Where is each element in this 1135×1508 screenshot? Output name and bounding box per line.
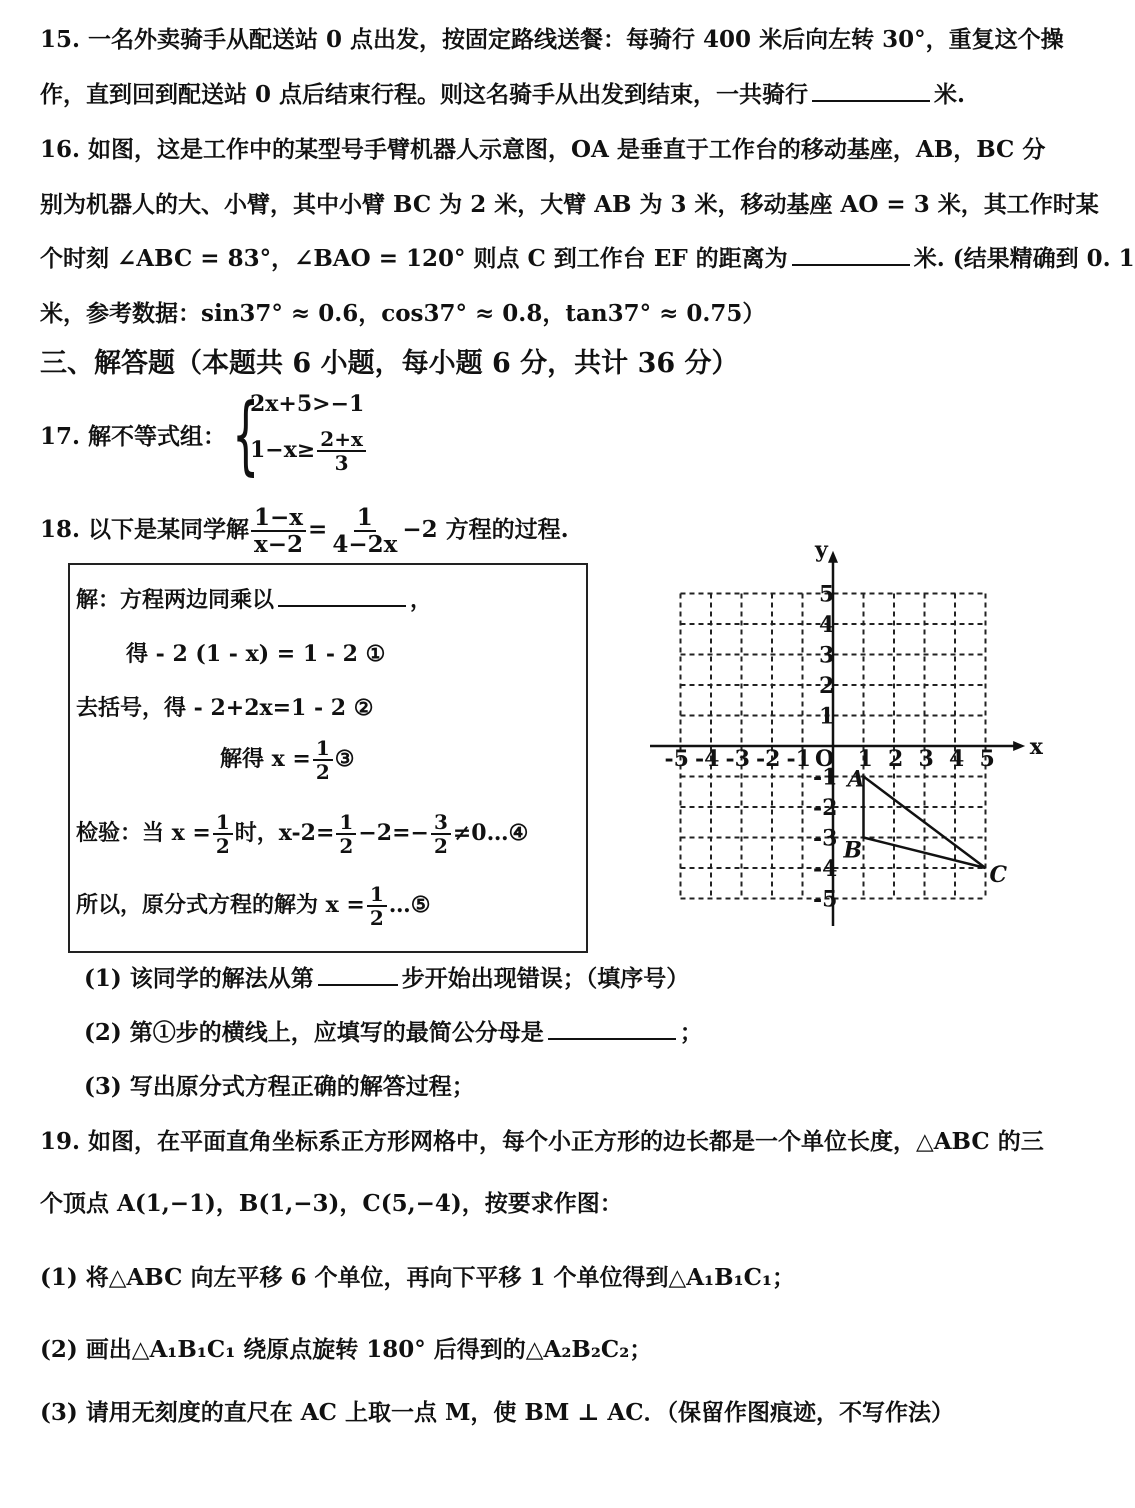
q18-sub3: (3) 写出原分式方程正确的解答过程；	[84, 1073, 475, 1100]
x-tick-label: -4	[695, 746, 720, 772]
x-axis-arrow	[1013, 741, 1025, 751]
q19-line2: 个顶点 A(1,−1)，B(1,−3)，C(5,−4)，按要求作图：	[40, 1190, 623, 1217]
coordinate-grid	[640, 536, 1070, 940]
q17-ineq1: 2x+5>−1	[250, 391, 365, 417]
box-line5-den3: 2	[433, 834, 448, 858]
q17-ineq2	[250, 428, 368, 474]
q16-line4: 米，参考数据：sin37° ≈ 0.6，cos37° ≈ 0.8，tan37° ≈ 0.75）	[40, 300, 766, 327]
x-tick-label: -1	[786, 746, 811, 772]
y-tick-label: -2	[813, 795, 838, 821]
box-line6-den: 2	[369, 906, 384, 930]
box-line2: 得 - 2 (1 - x) = 1 - 2 ①	[126, 641, 386, 667]
x-axis-label: x	[1029, 734, 1043, 760]
origin-label: O	[815, 746, 835, 772]
box-line6-fraction	[367, 883, 387, 929]
q18-intro-text: 18. 以下是某同学解	[40, 516, 250, 543]
x-tick-label: 5	[979, 746, 995, 772]
box-line6-tail: …⑤	[388, 892, 431, 918]
q19-sub2: (2) 画出△A₁B₁C₁ 绕原点旋转 180° 后得到的△A₂B₂C₂；	[40, 1336, 653, 1363]
x-tick-label: -2	[756, 746, 781, 772]
q19-line1: 19. 如图，在平面直角坐标系正方形网格中，每个小正方形的边长都是一个单位长度，△ABC 的三	[40, 1128, 1044, 1155]
y-tick-label: 2	[819, 673, 835, 699]
box-line5-num1: 1	[213, 811, 233, 835]
y-tick-label: -4	[813, 856, 838, 882]
box-line5-den2: 2	[339, 834, 354, 858]
axes	[650, 551, 1025, 926]
q17-frac-den: 3	[334, 451, 349, 475]
q16-answer-blank[interactable]	[792, 244, 910, 266]
box-line5-text: 检验：当 x =	[76, 820, 211, 846]
x-tick-label: 1	[857, 746, 873, 772]
q18-lhs-fraction	[251, 505, 306, 558]
y-tick-label: -5	[813, 886, 838, 913]
point-label-c: C	[989, 862, 1008, 888]
y-tick-label: -1	[813, 764, 838, 791]
box-line5-mid: 时，x-2=	[234, 820, 335, 846]
q16-line1: 16. 如图，这是工作中的某型号手臂机器人示意图，OA 是垂直于工作台的移动基座，AB，BC 分	[40, 136, 1046, 163]
q15-answer-blank[interactable]	[812, 80, 930, 102]
box-line5-tail: ≠0…④	[452, 820, 529, 846]
box-line6-text: 所以，原分式方程的解为 x =	[76, 892, 365, 918]
q18-sub2	[84, 1017, 703, 1049]
q17-label: 17. 解不等式组：	[40, 423, 227, 450]
box-line5-num3: 3	[431, 811, 451, 835]
box-line4	[220, 737, 355, 783]
q18-rhs-den: 4−2x	[332, 531, 398, 558]
x-tick-label: -3	[725, 746, 750, 772]
q16-line3-tail: 米. (结果精确到 0. 1	[913, 245, 1135, 272]
y-tick-label: 1	[819, 703, 835, 730]
box-line4-text: 解得 x =	[220, 746, 311, 772]
q15-line2	[40, 79, 965, 111]
x-tick-label: 3	[918, 746, 934, 772]
box-line5	[76, 811, 528, 857]
triangle-outline	[864, 777, 986, 869]
q17-frac-num: 2+x	[317, 428, 366, 452]
box-line4-fraction	[313, 737, 333, 783]
point-label-b: B	[843, 837, 863, 864]
q18-lhs-den: x−2	[254, 531, 304, 558]
y-tick-label: 4	[819, 612, 835, 638]
q19-sub3: (3) 请用无刻度的直尺在 AC 上取一点 M，使 BM ⊥ AC．（保留作图痕迹，不写作法）	[40, 1399, 955, 1426]
q19-sub1: (1) 将△ABC 向左平移 6 个单位，再向下平移 1 个单位得到△A₁B₁C₁；	[40, 1264, 796, 1291]
q15-line1: 15. 一名外卖骑手从配送站 0 点出发，按固定路线送餐：每骑行 400 米后向左转 30°，重复这个操	[40, 26, 1064, 53]
q18-lhs-num: 1−x	[251, 505, 306, 532]
box-line4-den: 2	[315, 760, 330, 784]
y-tick-label: -3	[813, 825, 838, 852]
q16-line3	[40, 243, 1135, 275]
q17-brace: {	[232, 385, 260, 485]
box-line1-comma: ，	[410, 587, 433, 613]
q18-sub1	[84, 963, 689, 995]
q18-intro	[40, 500, 569, 560]
q17-fraction	[317, 428, 366, 474]
box-line1	[76, 583, 432, 614]
q18-rhs-num: 1	[354, 505, 376, 532]
box-line6-num: 1	[367, 883, 387, 907]
q18-intro-tail: −2 方程的过程.	[402, 516, 569, 543]
q16-line2: 别为机器人的大、小臂，其中小臂 BC 为 2 米，大臂 AB 为 3 米，移动基座 AO = 3 米，其工作时某	[40, 191, 1099, 218]
q18-sub2-blank[interactable]	[548, 1018, 676, 1040]
q15-unit: 米.	[934, 81, 966, 108]
q15-line2-text: 作，直到回到配送站 0 点后结束行程。则这名骑手从出发到结束，一共骑行	[40, 81, 809, 108]
box-line1-text: 解：方程两边同乘以	[76, 587, 275, 613]
y-tick-label: 3	[819, 642, 835, 669]
section-title: 三、解答题（本题共 6 小题，每小题 6 分，共计 36 分）	[40, 348, 739, 379]
q18-sub2-text: (2) 第①步的横线上，应填写的最简公分母是	[84, 1019, 544, 1046]
y-axis-label: y	[815, 536, 828, 563]
q18-sub1-blank[interactable]	[318, 964, 398, 986]
box-line5-den1: 2	[215, 834, 230, 858]
box-line5-frac3	[431, 811, 451, 857]
box-line6	[76, 883, 431, 929]
x-tick-label: 4	[949, 746, 965, 772]
box-lcd-blank[interactable]	[278, 585, 406, 607]
point-label-a: A	[847, 766, 865, 793]
box-line5-mid2: −2=−	[358, 820, 429, 846]
q18-sub1-tail: 步开始出现错误；（填序号）	[401, 965, 690, 992]
box-line5-frac1	[213, 811, 233, 857]
q18-rhs-fraction	[329, 505, 400, 558]
q17-ineq2-left: 1−x≥	[250, 437, 316, 463]
box-line3: 去括号，得 - 2+2x=1 - 2 ②	[76, 695, 374, 721]
x-tick-label: -5	[664, 746, 689, 772]
x-tick-label: 2	[888, 746, 904, 772]
solution-box	[68, 563, 588, 953]
box-line4-num: 1	[313, 737, 333, 761]
q16-line3-text: 个时刻 ∠ABC = 83°，∠BAO = 120° 则点 C 到工作台 EF 的距离为	[40, 245, 788, 272]
q18-sub2-tail: ；	[679, 1019, 703, 1046]
q18-equals: =	[308, 516, 328, 543]
y-tick-label: 5	[819, 581, 835, 608]
box-line5-num2: 1	[336, 811, 356, 835]
box-line4-mark: ③	[334, 746, 355, 772]
y-axis-arrow	[828, 551, 838, 563]
q18-sub1-text: (1) 该同学的解法从第	[84, 965, 314, 992]
box-line5-frac2	[336, 811, 356, 857]
